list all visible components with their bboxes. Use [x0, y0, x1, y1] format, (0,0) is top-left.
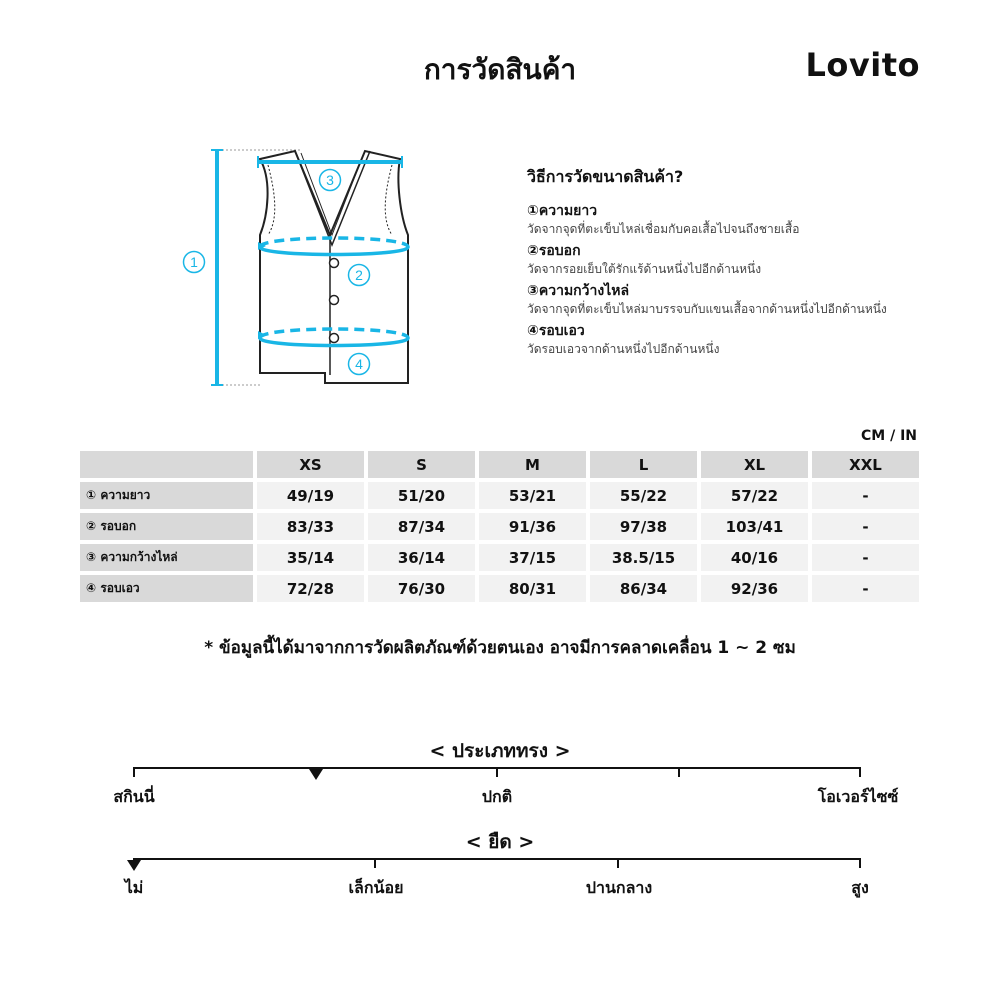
table-row [80, 482, 919, 509]
row-label: ④ รอบเอว [80, 575, 253, 602]
unit-label: CM / IN [861, 428, 917, 444]
column-header: M [479, 451, 586, 478]
stretch-label-slight: เล็กน้อย [348, 878, 404, 897]
table-row [80, 575, 919, 602]
stretch-label-high: สูง [851, 878, 869, 897]
table-cell: 37/15 [479, 544, 586, 571]
stretch-scale-line [133, 858, 861, 860]
stretch-scale-tick [617, 858, 619, 868]
fit-scale-tick [859, 767, 861, 777]
measurement-note: * ข้อมูลนี้ได้มาจากการวัดผลิตภัณฑ์ด้วยตนเอง อาจมีการคลาดเคลื่อน 1 ~ 2 ซม [204, 638, 796, 658]
column-header: L [590, 451, 697, 478]
how-to-measure-title: วิธีการวัดขนาดสินค้า? [527, 167, 684, 186]
table-cell: 86/34 [590, 575, 697, 602]
howto-item-title: ④รอบเอว [527, 323, 585, 339]
howto-item-title: ①ความยาว [527, 203, 598, 219]
table-cell: 40/16 [701, 544, 808, 571]
stretch-scale-title: < ยืด > [465, 831, 535, 853]
fit-selected-marker [309, 769, 323, 780]
stretch-scale-tick [374, 858, 376, 868]
table-cell: 51/20 [368, 482, 475, 509]
how-to-measure [527, 165, 947, 362]
table-row [80, 544, 919, 571]
svg-text:4: 4 [355, 356, 363, 372]
table-cell: - [812, 482, 919, 509]
table-cell: - [812, 544, 919, 571]
stretch-selected-marker [127, 860, 141, 871]
stretch-label-none: ไม่ [124, 878, 144, 897]
vest-diagram [170, 135, 430, 400]
table-cell: - [812, 575, 919, 602]
page-title: การวัดสินค้า [423, 53, 577, 86]
howto-item-title: ②รอบอก [527, 243, 581, 259]
table-cell: 36/14 [368, 544, 475, 571]
column-header: XXL [812, 451, 919, 478]
brand-logo: Lovito [805, 46, 920, 84]
marker-shoulder [320, 170, 341, 191]
table-cell: 91/36 [479, 513, 586, 540]
table-cell: 57/22 [701, 482, 808, 509]
marker-chest [349, 265, 370, 286]
column-header: XL [701, 451, 808, 478]
svg-text:3: 3 [326, 172, 334, 188]
howto-item-desc: วัดจากจุดที่ตะเข็บไหล่เชื่อมกับคอเสื้อไปจนถึงชายเสื้อ [527, 222, 800, 236]
table-cell: 97/38 [590, 513, 697, 540]
table-cell: 49/19 [257, 482, 364, 509]
fit-label-regular: ปกติ [481, 787, 513, 806]
table-cell: 38.5/15 [590, 544, 697, 571]
column-header: XS [257, 451, 364, 478]
table-cell: 80/31 [479, 575, 586, 602]
table-cell: 103/41 [701, 513, 808, 540]
howto-item-title: ③ความกว้างไหล่ [527, 283, 630, 299]
column-header: S [368, 451, 475, 478]
table-row [80, 513, 919, 540]
fit-label-skinny: สกินนี่ [113, 787, 155, 806]
fit-scale-tick [133, 767, 135, 777]
fit-scale-title: < ประเภททรง > [429, 740, 571, 762]
fit-scale-tick [678, 767, 680, 777]
table-header-row [80, 451, 919, 478]
howto-item-desc: วัดจากรอยเย็บใต้รักแร้ด้านหนึ่งไปอีกด้านหนึ่ง [527, 262, 762, 276]
table-cell: 87/34 [368, 513, 475, 540]
howto-item-desc: วัดรอบเอวจากด้านหนึ่งไปอีกด้านหนึ่ง [527, 342, 720, 356]
marker-length [184, 252, 205, 273]
stretch-label-medium: ปานกลาง [585, 878, 653, 897]
table-cell: 35/14 [257, 544, 364, 571]
stretch-scale-tick [859, 858, 861, 868]
row-label: ② รอบอก [80, 513, 253, 540]
table-cell: 53/21 [479, 482, 586, 509]
table-cell: 55/22 [590, 482, 697, 509]
table-cell: - [812, 513, 919, 540]
svg-text:1: 1 [190, 254, 198, 270]
svg-text:2: 2 [355, 267, 363, 283]
size-table [76, 447, 923, 606]
fit-label-oversize: โอเวอร์ไซซ์ [817, 787, 899, 806]
table-corner [80, 451, 253, 478]
table-cell: 92/36 [701, 575, 808, 602]
fit-scale-tick [496, 767, 498, 777]
row-label: ① ความยาว [80, 482, 253, 509]
marker-waist [349, 354, 370, 375]
table-cell: 76/30 [368, 575, 475, 602]
table-cell: 72/28 [257, 575, 364, 602]
howto-item-desc: วัดจากจุดที่ตะเข็บไหล่มาบรรจบกับแขนเสื้อจากด้านหนึ่งไปอีกด้านหนึ่ง [527, 302, 887, 316]
row-label: ③ ความกว้างไหล่ [80, 544, 253, 571]
table-cell: 83/33 [257, 513, 364, 540]
